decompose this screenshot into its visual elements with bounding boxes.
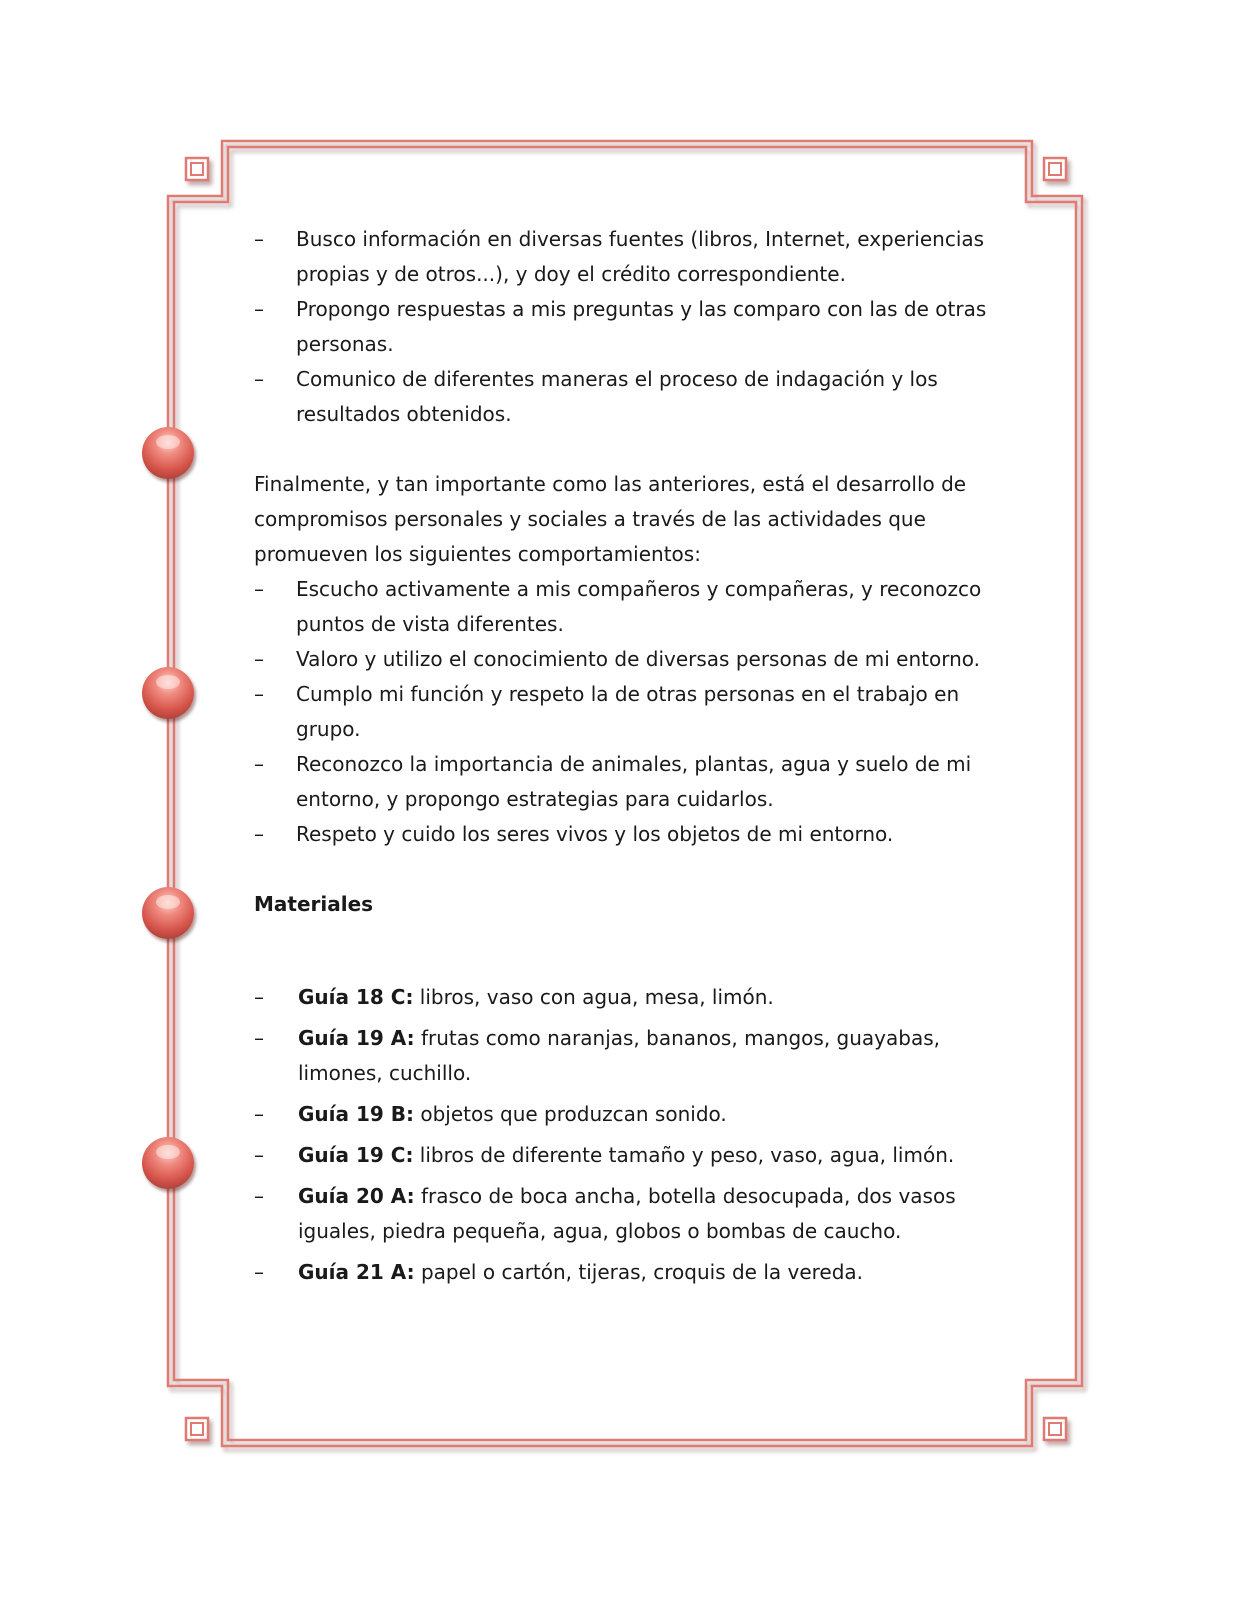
dash-bullet: –	[254, 1026, 264, 1050]
material-text: frutas como naranjas, bananos, mangos, guayabas, limones, cuchillo.	[298, 1026, 940, 1085]
material-text: libros de diferente tamaño y peso, vaso, agua, limón.	[413, 1143, 955, 1167]
list-item	[254, 292, 994, 362]
guide-label: Guía 18 C:	[298, 985, 414, 1009]
material-item	[254, 1021, 994, 1091]
list-item-text: Escucho activamente a mis compañeros y compañeras, y reconozco puntos de vista diferentes.	[296, 577, 982, 636]
guide-label: Guía 19 A:	[298, 1026, 415, 1050]
list-item	[254, 817, 994, 852]
dash-bullet: –	[254, 752, 264, 776]
guide-label: Guía 21 A:	[298, 1260, 415, 1284]
dash-bullet: –	[254, 227, 264, 251]
dash-bullet: –	[254, 577, 264, 601]
material-text: papel o cartón, tijeras, croquis de la vereda.	[414, 1260, 864, 1284]
dash-bullet: –	[254, 647, 264, 671]
dash-bullet: –	[254, 682, 264, 706]
list-item-text: Respeto y cuido los seres vivos y los objetos de mi entorno.	[296, 822, 894, 846]
guide-label: Guía 19 C:	[298, 1143, 414, 1167]
material-item	[254, 1179, 994, 1249]
material-text: frasco de boca ancha, botella desocupada, dos vasos iguales, piedra pequeña, agua, globos o bombas de caucho.	[298, 1184, 956, 1243]
material-item	[254, 1138, 994, 1173]
list-item	[254, 642, 994, 677]
page-content	[254, 222, 994, 1296]
list-item-text: Valoro y utilizo el conocimiento de diversas personas de mi entorno.	[296, 647, 981, 671]
material-item	[254, 1097, 994, 1132]
material-item	[254, 980, 994, 1015]
list-item	[254, 362, 994, 432]
materials-list	[254, 980, 994, 1290]
guide-label: Guía 19 B:	[298, 1102, 415, 1126]
dash-bullet: –	[254, 367, 264, 391]
dash-bullet: –	[254, 297, 264, 321]
corner-ornament-icon	[186, 158, 208, 180]
dash-bullet: –	[254, 1184, 264, 1208]
list-item-text: Comunico de diferentes maneras el proceso de indagación y los resultados obtenidos.	[296, 367, 938, 426]
list-item-text: Reconozco la importancia de animales, plantas, agua y suelo de mi entorno, y propongo estrategias para cuidarlos.	[296, 752, 972, 811]
list-item-text: Busco información en diversas fuentes (libros, Internet, experiencias propias y de otros...), y doy el crédito correspondiente.	[296, 227, 985, 286]
material-item	[254, 1255, 994, 1290]
list-item	[254, 677, 994, 747]
inquiry-list	[254, 222, 994, 432]
guide-label: Guía 20 A:	[298, 1184, 415, 1208]
list-item-text: Cumplo mi función y respeto la de otras personas en el trabajo en grupo.	[296, 682, 960, 741]
dash-bullet: –	[254, 985, 264, 1009]
list-item	[254, 747, 994, 817]
bead-icon	[142, 427, 194, 479]
dash-bullet: –	[254, 822, 264, 846]
material-text: libros, vaso con agua, mesa, limón.	[413, 985, 774, 1009]
material-text: objetos que produzcan sonido.	[414, 1102, 727, 1126]
materials-heading: Materiales	[254, 892, 374, 916]
dash-bullet: –	[254, 1260, 264, 1284]
list-item-text: Propongo respuestas a mis preguntas y las comparo con las de otras personas.	[296, 297, 987, 356]
bead-icon	[142, 887, 194, 939]
bead-icon	[142, 667, 194, 719]
dash-bullet: –	[254, 1102, 264, 1126]
commitments-list	[254, 572, 994, 852]
commitments-intro: Finalmente, y tan importante como las anteriores, está el desarrollo de compromisos personales y sociales a través de las actividades que promueven los siguientes comportamientos:	[254, 472, 967, 566]
list-item	[254, 572, 994, 642]
dash-bullet: –	[254, 1143, 264, 1167]
list-item	[254, 222, 994, 292]
bead-icon	[142, 1137, 194, 1189]
